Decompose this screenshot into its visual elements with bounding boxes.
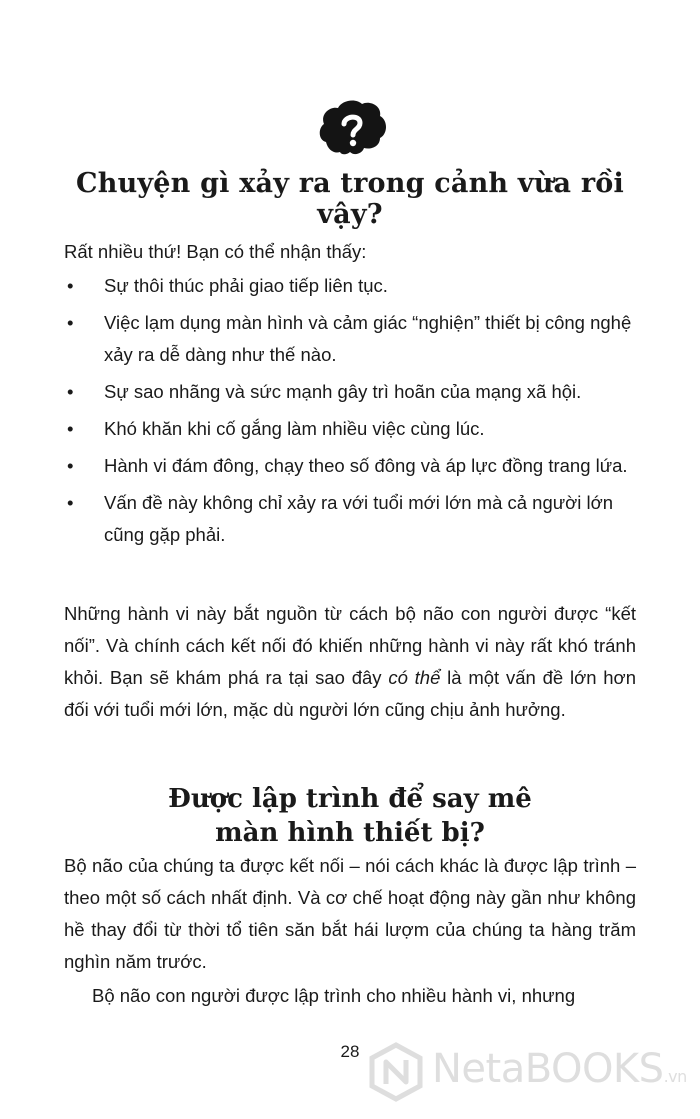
page-heading: Chuyện gì xảy ra trong cảnh vừa rồi vậy? — [76, 168, 624, 230]
list-item — [64, 487, 644, 551]
list-item — [64, 307, 644, 371]
list-item — [64, 270, 644, 302]
section-heading — [100, 782, 600, 850]
list-item-text: Sự thôi thúc phải giao tiếp liên tục. — [104, 275, 388, 296]
bullet-icon: • — [67, 418, 74, 439]
watermark — [368, 1040, 698, 1106]
bullet-list — [64, 270, 644, 556]
bullet-icon: • — [67, 275, 74, 296]
list-item — [64, 450, 644, 482]
list-item — [64, 376, 644, 408]
paragraph-text: là một vấn đề lớn hơn đối với tuổi mới lớn, mặc dù người lớn cũng chịu ảnh hưởng. — [64, 667, 636, 720]
list-item-text: Sự sao nhãng và sức mạnh gây trì hoãn của mạng xã hội. — [104, 381, 582, 402]
brain-question-icon — [316, 98, 388, 158]
bullet-icon: • — [67, 381, 74, 402]
list-item-text: Việc lạm dụng màn hình và cảm giác “nghiện” thiết bị công nghệ xảy ra dễ dàng như thế nào. — [104, 312, 632, 365]
bullet-icon: • — [67, 455, 74, 476]
emphasis-text: có thể — [388, 667, 441, 688]
bullet-icon: • — [67, 492, 74, 513]
body-paragraph — [64, 598, 636, 726]
list-item — [64, 413, 644, 445]
list-item-text: Hành vi đám đông, chạy theo số đông và áp lực đồng trang lứa. — [104, 455, 628, 476]
watermark-brand: NetaBOOKS — [432, 1046, 664, 1092]
watermark-text — [432, 1046, 687, 1092]
body-paragraph: Bộ não con người được lập trình cho nhiều hành vi, nhưng — [92, 985, 576, 1006]
paragraph-text: Những hành vi này bắt nguồn từ cách bộ não con người được “kết nối”. Và chính cách kết nối đó khiến những hành vi này rất khó tránh khỏi. Bạn sẽ khám phá ra tại sao đây — [64, 603, 636, 688]
list-item-text: Vấn đề này không chỉ xảy ra với tuổi mới lớn mà cả người lớn cũng gặp phải. — [104, 492, 614, 545]
section-heading-line: Được lập trình để say mê — [168, 784, 532, 814]
section-heading-line: màn hình thiết bị? — [215, 818, 485, 848]
watermark-suffix: .vn — [663, 1067, 687, 1086]
body-paragraph: Bộ não của chúng ta được kết nối – nói cách khác là được lập trình – theo một số cách nhất định. Và cơ chế hoạt động này gần như không hề thay đổi từ thời tổ tiên săn bắt hái lượm của chúng ta hàng trăm nghìn năm trước. — [64, 855, 636, 972]
intro-text: Rất nhiều thứ! Bạn có thể nhận thấy: — [64, 241, 367, 262]
netabooks-logo-icon — [368, 1042, 424, 1102]
list-item-text: Khó khăn khi cố gắng làm nhiều việc cùng lúc. — [104, 418, 485, 439]
page-number: 28 — [340, 1042, 360, 1061]
bullet-icon: • — [67, 312, 74, 333]
